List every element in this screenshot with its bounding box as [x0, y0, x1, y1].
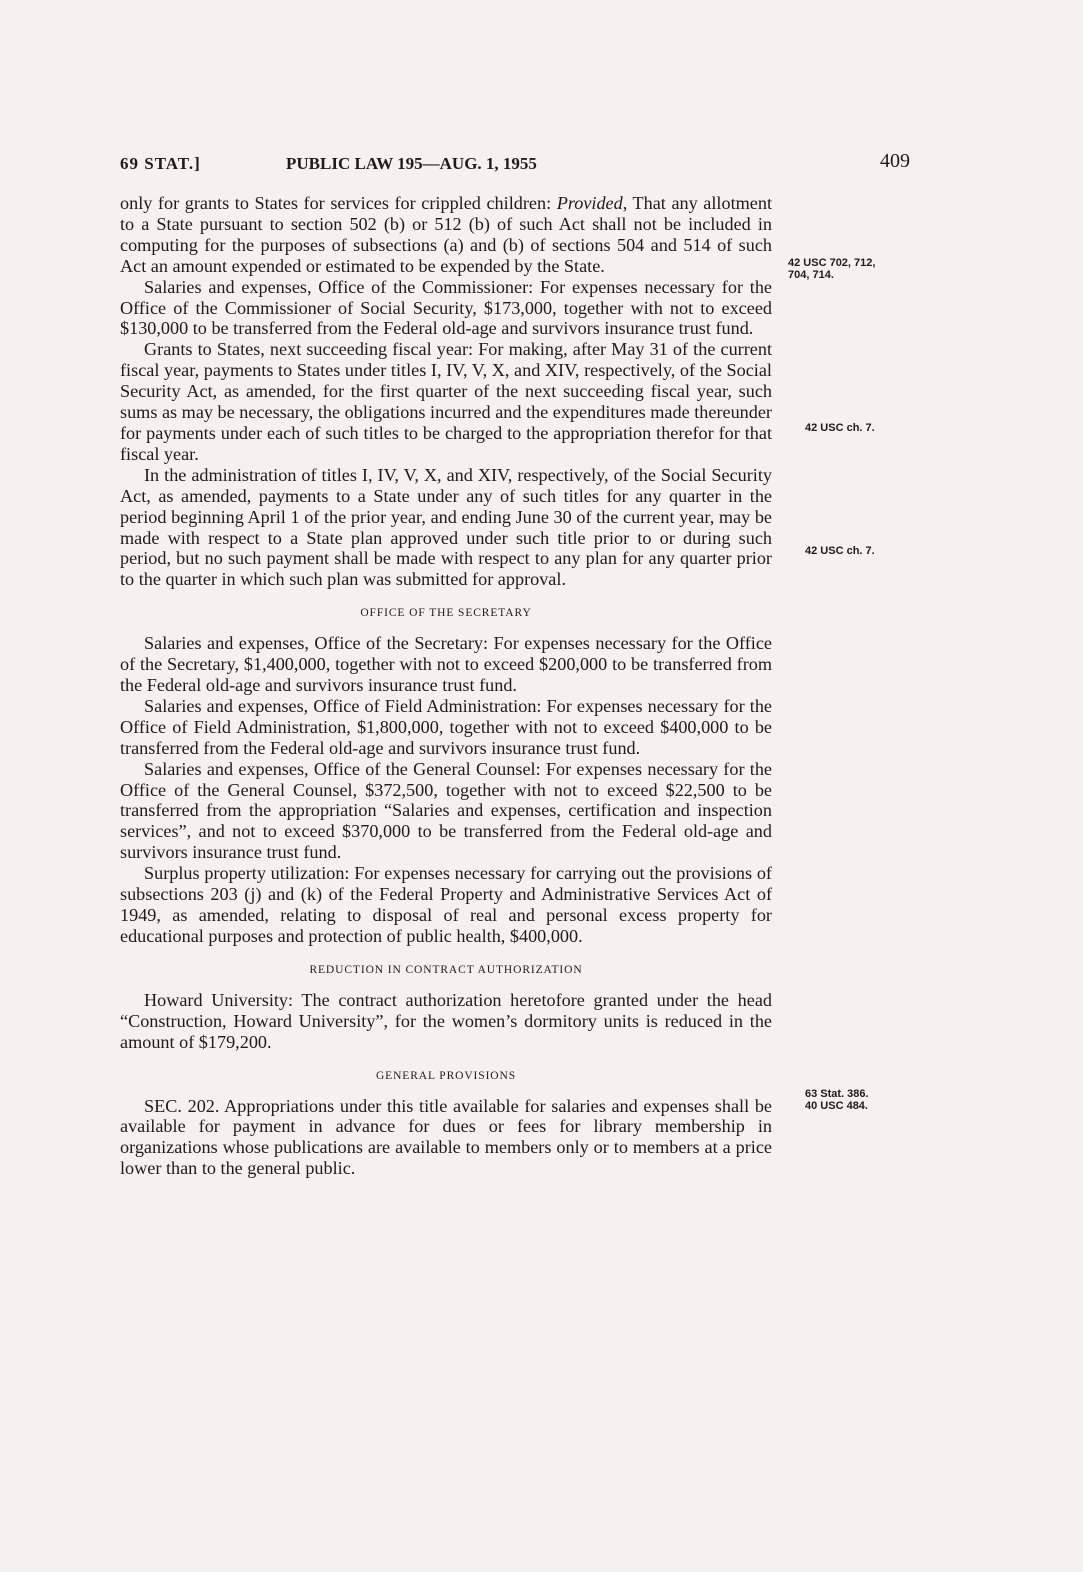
paragraph: Salaries and expenses, Office of the Commissioner: For expenses necessary for the Office of the Commissioner of Social Security, $173,000, together with not to exceed $130,000 to be transferred from the Federal old-age and survivors insurance trust fund. [120, 276, 772, 339]
paragraph: Surplus property utilization: For expenses necessary for carrying out the provisions of subsections 203 (j) and (k) of the Federal Property and Administrative Services Act of 1949, as amended, relating to disposal of real and personal excess property for educational purposes and protection of public health, $400,000. [120, 863, 772, 946]
section-heading: REDUCTION IN CONTRACT AUTHORIZATION [309, 963, 583, 976]
paragraph: SEC. 202. Appropriations under this title available for salaries and expenses shall be available for payment in advance for dues or fees for library membership in organizations whose publications are available to members only or to members at a price lower than to the general public. [120, 1095, 772, 1179]
paragraph: Salaries and expenses, Office of the Secretary: For expenses necessary for the Office of the Secretary, $1,400,000, together with not to exceed $200,000 to be transferred from the Federal old-age and survivors insurance trust fund. [120, 633, 772, 696]
page-number: 409 [880, 150, 910, 172]
main-text [120, 193, 772, 1179]
paragraph: Salaries and expenses, Office of the General Counsel: For expenses necessary for the Office of the General Counsel, $372,500, together with not to exceed $22,500 to be transferred from the appropriation “Salaries and expenses, certification and inspection services”, and not to exceed $370,000 to be transferred from the Federal old-age and survivors insurance trust fund. [120, 758, 772, 863]
law-title: PUBLIC LAW 195—AUG. 1, 1955 [286, 154, 537, 173]
paragraph: only for grants to States for services for crippled children: Provided, That any allotment to a State pursuant to section 502 (b) or 512 (b) of such Act shall not be included in computing for the purposes of subsections (a) and (b) of sections 504 and 514 of such Act an amount expended or estimated to be expended by the State. [120, 193, 772, 276]
paragraph: Howard University: The contract authorization heretofore granted under the head “Construction, Howard University”, for the women’s dormitory units is reduced in the amount of $179,200. [120, 989, 772, 1052]
paragraph: Grants to States, next succeeding fiscal year: For making, after May 31 of the current fiscal year, payments to States under titles I, IV, V, X, and XIV, respectively, of the Social Security Act, as amended, for the first quarter of the next succeeding fiscal year, such sums as may be necessary, the obligations incurred and the expenditures made thereunder for payments under each of such titles to be charged to the appropriation therefor for that fiscal year. [120, 339, 772, 464]
paragraph: In the administration of titles I, IV, V, X, and XIV, respectively, of the Social Security Act, as amended, payments to a State under any of such titles for any quarter in the period beginning April 1 of the prior year, and ending June 30 of the current year, may be made with respect to a State plan approved under such title prior to or during such period, but no such payment shall be made with respect to any plan for any quarter prior to the quarter in which such plan was submitted for approval. [120, 464, 772, 590]
margin-note: 42 USC 702, 712, 704, 714. [788, 257, 876, 281]
section-heading: OFFICE OF THE SECRETARY [360, 607, 532, 620]
margin-note: 42 USC ch. 7. [805, 545, 875, 557]
statute-volume: 69 STAT.] [120, 154, 201, 173]
proviso-italic: Provided [556, 193, 623, 213]
margin-note: 42 USC ch. 7. [805, 422, 875, 434]
running-header [120, 150, 920, 180]
margin-note: 63 Stat. 386. 40 USC 484. [805, 1088, 869, 1112]
section-heading: GENERAL PROVISIONS [375, 1069, 517, 1082]
paragraph: Salaries and expenses, Office of Field Administration: For expenses necessary for the Office of Field Administration, $1,800,000, together with not to exceed $400,000 to be transferred from the Federal old-age and survivors insurance trust fund. [120, 695, 772, 758]
